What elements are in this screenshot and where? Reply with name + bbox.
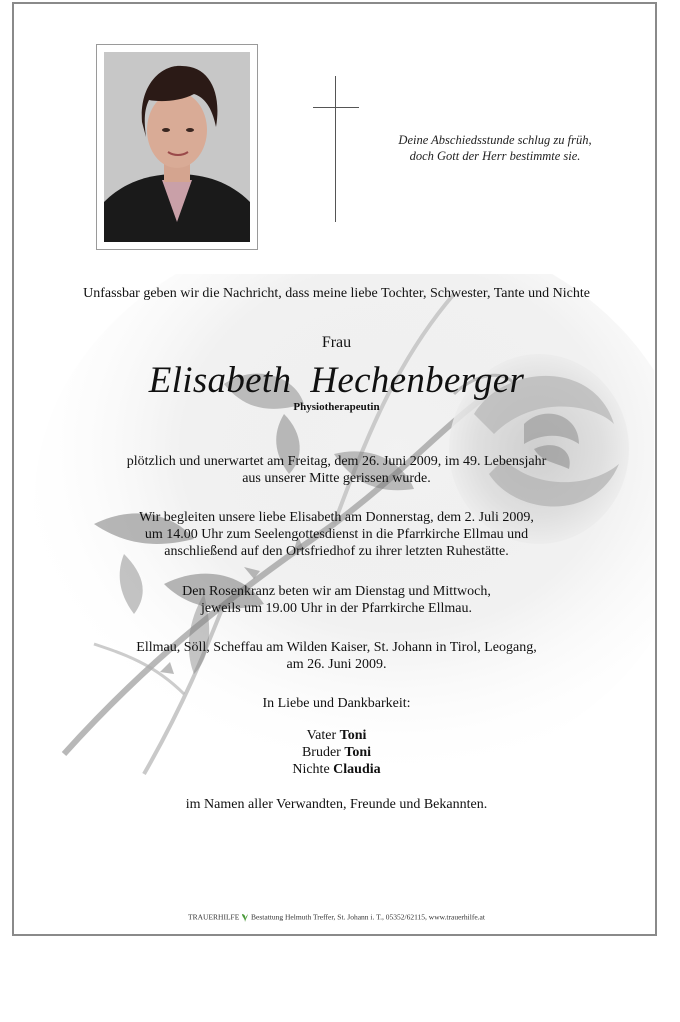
footer: [14, 912, 657, 924]
place-date: [14, 639, 657, 673]
footer-text: Bestattung Helmuth Treffer, St. Johann i. T., 05352/62115, www.trauerhilfe.at: [251, 912, 485, 922]
mourners-list: [14, 727, 657, 778]
place-line-1: Ellmau, Söll, Scheffau am Wilden Kaiser, St. Johann in Tirol, Leogang,: [136, 640, 537, 655]
rosary-line-1: Den Rosenkranz beten wir am Dienstag und Mittwoch,: [182, 584, 491, 599]
funeral-line-3: anschließend auf den Ortsfriedhof zu ihrer letzten Ruhestätte.: [164, 544, 509, 559]
leaf-icon: [241, 912, 249, 924]
funeral-line-2: um 14.00 Uhr zum Seelengottesdienst in die Pfarrkirche Ellmau und: [144, 527, 529, 542]
gratitude-line: In Liebe und Dankbarkeit:: [262, 696, 411, 711]
portrait-frame: [96, 44, 258, 250]
mourner-item: [14, 744, 657, 761]
obituary-card: [12, 2, 657, 936]
closing-line: im Namen aller Verwandten, Freunde und Bekannten.: [185, 797, 488, 812]
mourner-name: Toni: [344, 745, 372, 760]
death-line-1: plötzlich und unerwartet am Freitag, dem 26. Juni 2009, im 49. Lebensjahr: [126, 454, 547, 469]
cross-vertical: [335, 76, 336, 222]
death-notice: [14, 453, 657, 487]
death-line-2: aus unserer Mitte gerissen wurde.: [242, 471, 431, 486]
funeral-line-1: Wir begleiten unsere liebe Elisabeth am Donnerstag, dem 2. Juli 2009,: [139, 510, 534, 525]
memorial-verse: [360, 132, 630, 164]
mourner-relation: Vater: [306, 728, 337, 743]
rosary-line-2: jeweils um 19.00 Uhr in der Pfarrkirche Ellmau.: [201, 601, 472, 616]
funeral-details: [14, 509, 657, 560]
verse-line-1: Deine Abschiedsstunde schlug zu früh,: [398, 133, 592, 147]
footer-brand: TRAUERHILFE: [188, 912, 240, 922]
mourner-relation: Bruder: [301, 745, 341, 760]
deceased-name: Elisabeth Hechenberger: [148, 360, 525, 401]
place-line-2: am 26. Juni 2009.: [286, 657, 387, 672]
mourner-relation: Nichte: [292, 762, 330, 777]
verse-line-2: doch Gott der Herr bestimmte sie.: [409, 149, 581, 163]
deceased-profession: Physiotherapeutin: [293, 401, 380, 413]
rosary-details: [14, 583, 657, 617]
announcement-intro: Unfassbar geben wir die Nachricht, dass meine liebe Tochter, Schwester, Tante und Nichte: [83, 286, 590, 301]
mourner-item: [14, 761, 657, 778]
cross-horizontal: [313, 107, 359, 108]
mourner-name: Toni: [339, 728, 367, 743]
mourner-item: [14, 727, 657, 744]
salutation: Frau: [321, 334, 352, 351]
portrait-photo: [104, 52, 250, 242]
mourner-name: Claudia: [333, 762, 381, 777]
